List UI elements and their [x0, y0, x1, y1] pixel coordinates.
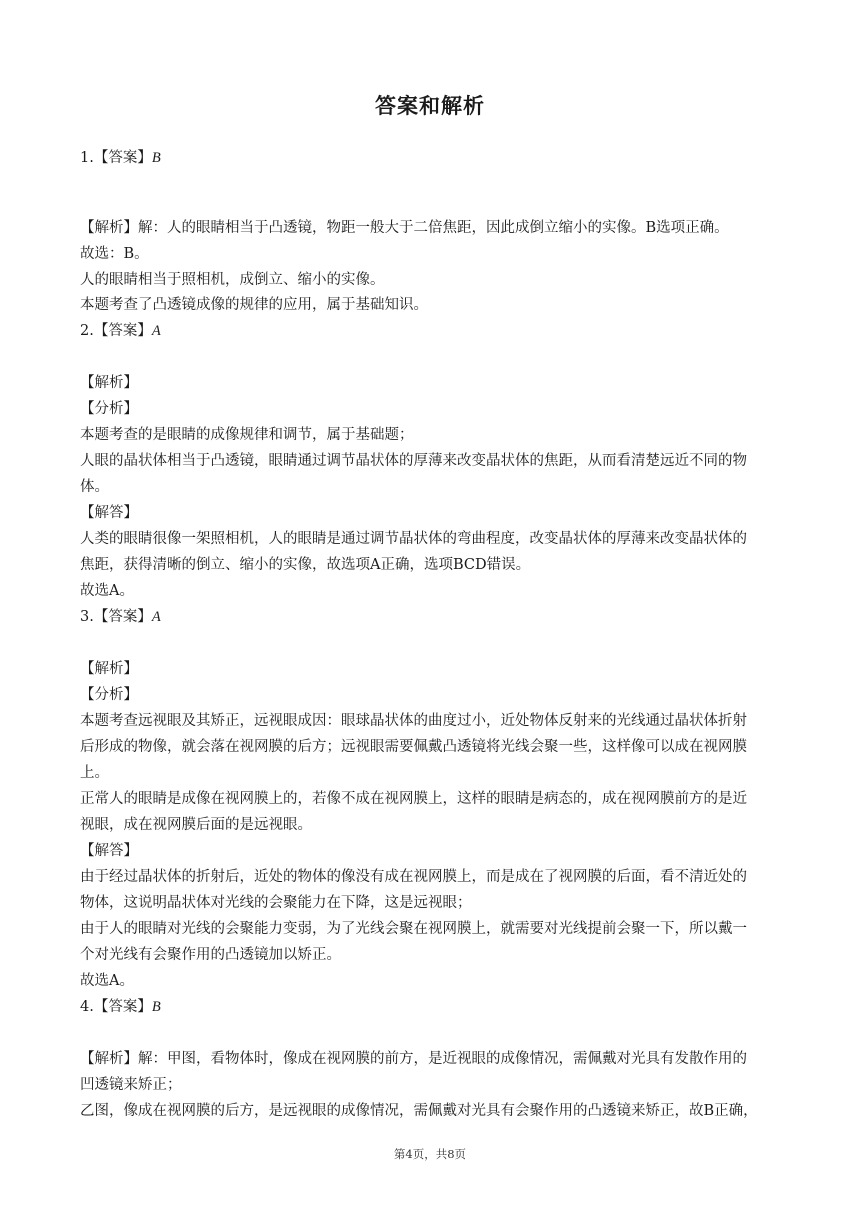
text-line [80, 971, 780, 991]
line-text: 【解答】 [80, 505, 138, 521]
text-line [80, 399, 780, 419]
line-text: 【解答】 [80, 843, 138, 859]
line-text: 【解析】 [80, 661, 138, 677]
line-text: 【解析】解：甲图，看物体时，像成在视网膜的前方，是近视眼的成像情况，需佩戴对光具有发散作用的 [80, 1051, 747, 1067]
line-text: 故选：B。 [80, 246, 149, 262]
answer-letter: A [151, 609, 161, 625]
line-text: 由于经过晶状体的折射后，近处的物体的像没有成在视网膜上，而是成在了视网膜的后面，看不清近处的 [80, 869, 747, 885]
line-text: 体。 [80, 479, 109, 495]
text-line [80, 451, 780, 471]
text-line [80, 477, 780, 497]
line-text: 【分析】 [80, 401, 138, 417]
line-text: 后形成的物像，就会落在视网膜的后方；远视眼需要佩戴凸透镜将光线会聚一些，这样像可以成在视网膜 [80, 739, 747, 755]
text-line [80, 425, 780, 445]
answer-heading-line [80, 148, 780, 168]
line-text: 个对光线有会聚作用的凸透镜加以矫正。 [80, 947, 341, 963]
line-text: 故选A。 [80, 583, 134, 599]
line-text: 1.【答案】 [80, 150, 152, 166]
line-text: 人类的眼睛很像一架照相机，人的眼睛是通过调节晶状体的弯曲程度，改变晶状体的厚薄来改变晶状体的 [80, 531, 747, 547]
line-text: 本题考查的是眼睛的成像规律和调节，属于基础题； [80, 427, 414, 443]
text-line [80, 373, 780, 393]
text-line [80, 503, 780, 523]
text-line [80, 945, 780, 965]
text-line [80, 789, 780, 809]
text-line [80, 529, 780, 549]
answer-heading-line [80, 607, 780, 627]
line-text: 本题考查了凸透镜成像的规律的应用，属于基础知识。 [80, 297, 428, 313]
text-line [80, 867, 780, 887]
text-line [80, 815, 780, 835]
line-text: 【解析】解：人的眼睛相当于凸透镜，物距一般大于二倍焦距，因此成倒立缩小的实像。B选项正确。 [80, 220, 729, 236]
line-text: 物体，这说明晶状体对光线的会聚能力在下降，这是远视眼； [80, 895, 472, 911]
answer-heading-line [80, 997, 780, 1017]
line-text: 【分析】 [80, 687, 138, 703]
answer-heading-line [80, 321, 780, 341]
line-text: 4.【答案】 [80, 999, 152, 1015]
page-footer: 第4页，共8页 [393, 1147, 467, 1161]
line-text: 由于人的眼睛对光线的会聚能力变弱，为了光线会聚在视网膜上，就需要对光线提前会聚一下，所以戴一 [80, 921, 747, 937]
text-line [80, 685, 780, 705]
text-line [80, 1101, 780, 1121]
answer-letter: B [151, 150, 161, 166]
line-text: 3.【答案】 [80, 609, 152, 625]
line-text: 上。 [80, 765, 109, 781]
answer-letter: A [151, 323, 161, 339]
line-text: 正常人的眼睛是成像在视网膜上的，若像不成在视网膜上，这样的眼睛是病态的，成在视网膜前方的是近 [80, 791, 747, 807]
text-line [80, 737, 780, 757]
line-text: 故选A。 [80, 973, 134, 989]
line-text: 本题考查远视眼及其矫正，远视眼成因：眼球晶状体的曲度过小，近处物体反射来的光线通过晶状体折射 [80, 713, 747, 729]
line-text: 人眼的晶状体相当于凸透镜，眼睛通过调节晶状体的厚薄来改变晶状体的焦距，从而看清楚远近不同的物 [80, 453, 747, 469]
text-line [80, 919, 780, 939]
line-text: 【解析】 [80, 375, 138, 391]
text-line [80, 1075, 780, 1095]
text-line [80, 893, 780, 913]
line-text: 乙图，像成在视网膜的后方，是远视眼的成像情况，需佩戴对光具有会聚作用的凸透镜来矫正，故B正确， [80, 1103, 758, 1119]
line-text: 视眼，成在视网膜后面的是远视眼。 [80, 817, 312, 833]
text-line [80, 581, 780, 601]
text-line [80, 841, 780, 861]
line-text: 焦距，获得清晰的倒立、缩小的实像，故选项A正确，选项BCD错误。 [80, 557, 531, 573]
text-line [80, 1049, 780, 1069]
text-line [80, 295, 780, 315]
text-line [80, 244, 780, 264]
line-text: 凹透镜来矫正； [80, 1077, 182, 1093]
text-line [80, 763, 780, 783]
text-line [80, 270, 780, 290]
line-text: 人的眼睛相当于照相机，成倒立、缩小的实像。 [80, 272, 385, 288]
text-line [80, 218, 780, 238]
text-line [80, 711, 780, 731]
text-line [80, 555, 780, 575]
line-text: 2.【答案】 [80, 323, 152, 339]
page-title: 答案和解析 [375, 94, 485, 118]
answer-letter: B [151, 999, 161, 1015]
text-line [80, 659, 780, 679]
